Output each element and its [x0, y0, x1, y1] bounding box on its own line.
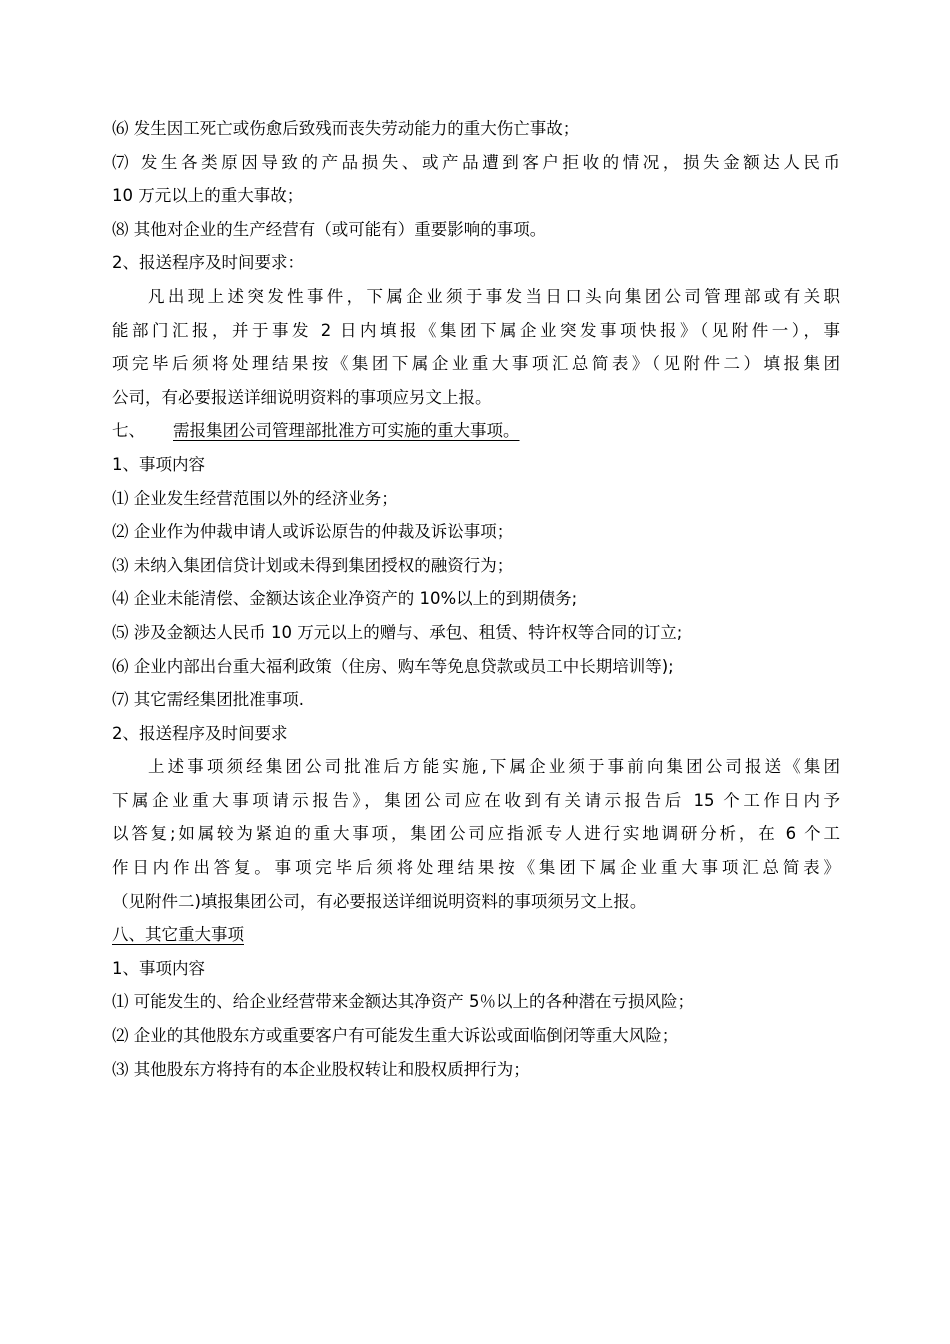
subsection-heading: 1、事项内容: [112, 958, 205, 978]
text-line: ⑻ 其他对企业的生产经营有（或可能有）重要影响的事项。: [112, 219, 547, 239]
subsection-heading: 1、事项内容: [112, 454, 205, 474]
text-line: 凡出现上述突发性事件，下属企业须于事发当日口头向集团公司管理部或有关职: [148, 286, 840, 306]
section-number: 七、: [112, 421, 145, 441]
text-line: 项完毕后须将处理结果按《集团下属企业重大事项汇总简表》（见附件二）填报集团: [112, 354, 840, 374]
text-line: ⑴ 可能发生的、给企业经营带来金额达其净资产 5％以上的各种潜在亏损风险；: [112, 992, 694, 1012]
text-line: ⑶ 未纳入集团信贷计划或未得到集团授权的融资行为；: [112, 555, 514, 575]
text-line: 下属企业重大事项请示报告》，集团公司应在收到有关请示报告后 15 个工作日内予: [112, 790, 840, 810]
text-line: ⑺ 发生各类原因导致的产品损失、或产品遭到客户拒收的情况，损失金额达人民币: [112, 152, 840, 172]
text-line: ⑶ 其他股东方将持有的本企业股权转让和股权质押行为；: [112, 1059, 530, 1079]
text-line: 10 万元以上的重大事故；: [112, 186, 304, 206]
text-line: （见附件二)填报集团公司，有必要报送详细说明资料的事项须另文上报。: [112, 891, 647, 911]
document-body: [112, 112, 840, 1086]
section-title: 八、其它重大事项: [112, 925, 244, 945]
text-line: ⑷ 企业未能清偿、金额达该企业净资产的 10%以上的到期债务;: [112, 589, 578, 609]
text-line: 公司，有必要报送详细说明资料的事项应另文上报。: [112, 387, 492, 407]
text-line: 以答复;如属较为紧迫的重大事项，集团公司应指派专人进行实地调研分析，在 6 个工: [112, 824, 840, 844]
text-line: ⑵ 企业作为仲裁申请人或诉讼原告的仲裁及诉讼事项；: [112, 522, 514, 542]
section-heading-eight: [112, 918, 840, 952]
section-title: 需报集团公司管理部批准方可实施的重大事项。: [173, 421, 520, 441]
subsection-heading: 2、报送程序及时间要求：: [112, 253, 304, 273]
text-line: ⑹ 企业内部出台重大福利政策（住房、购车等免息贷款或员工中长期培训等);: [112, 656, 674, 676]
text-line: ⑺ 其它需经集团批准事项.: [112, 690, 304, 710]
text-line: ⑹ 发生因工死亡或伤愈后致残而丧失劳动能力的重大伤亡事故；: [112, 119, 580, 138]
text-line: 上述事项须经集团公司批准后方能实施,下属企业须于事前向集团公司报送《集团: [148, 757, 840, 777]
subsection-heading: 2、报送程序及时间要求: [112, 723, 288, 743]
section-heading-seven: [112, 414, 840, 448]
text-line: ⑴ 企业发生经营范围以外的经济业务；: [112, 488, 398, 508]
text-line: 作日内作出答复。事项完毕后须将处理结果按《集团下属企业重大事项汇总简表》: [112, 858, 840, 878]
text-line: ⑵ 企业的其他股东方或重要客户有可能发生重大诉讼或面临倒闭等重大风险；: [112, 1026, 679, 1046]
text-line: 能部门汇报，并于事发 2 日内填报《集团下属企业突发事项快报》（见附件一），事: [112, 320, 840, 340]
text-line: ⑸ 涉及金额达人民币 10 万元以上的赠与、承包、租赁、特许权等合同的订立;: [112, 622, 683, 642]
